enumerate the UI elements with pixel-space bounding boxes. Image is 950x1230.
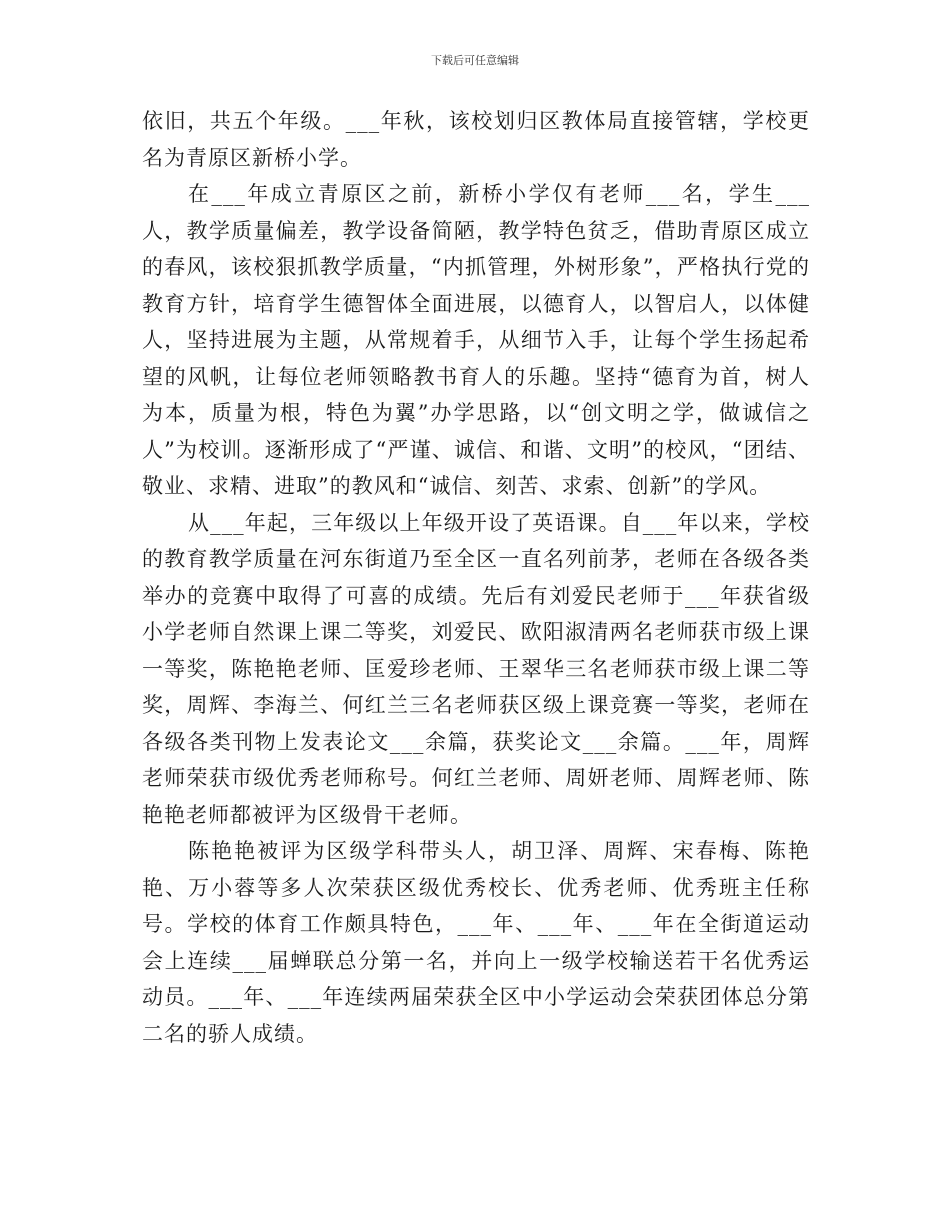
paragraph-4: 陈艳艳被评为区级学科带头人，胡卫泽、周辉、宋春梅、陈艳艳、万小蓉等多人次荣获区级优秀校长、优秀老师、优秀班主任称号。学校的体育工作颇具特色，___年、___年、___年在全街道运动会上连续___届蝉联总分第一名，并向上一级学校输送若干名优秀运动员。___年、___年连续两届荣获全区中小学运动会荣获团体总分第二名的骄人成绩。 (142, 839, 810, 1046)
document-body (142, 103, 810, 1052)
page-header: 下载后可任意编辑 (431, 54, 519, 67)
paragraph-3: 从___年起，三年级以上年级开设了英语课。自___年以来，学校的教育教学质量在河东街道乃至全区一直名列前茅，老师在各级各类举办的竞赛中取得了可喜的成绩。先后有刘爱民老师于___年获省级小学老师自然课上课二等奖，刘爱民、欧阳淑清两名老师获市级上课一等奖，陈艳艳老师、匡爱珍老师、王翠华三名老师获市级上课二等奖，周辉、李海兰、何红兰三名老师获区级上课竞赛一等奖，老师在各级各类刊物上发表论文___余篇，获奖论文___余篇。___年，周辉老师荣获市级优秀老师称号。何红兰老师、周妍老师、周辉老师、陈艳艳老师都被评为区级骨干老师。 (142, 510, 810, 827)
paragraph-1: 依旧，共五个年级。___年秋，该校划归区教体局直接管辖，学校更名为青原区新桥小学。 (142, 109, 810, 170)
paragraph-2: 在___年成立青原区之前，新桥小学仅有老师___名，学生___人，教学质量偏差，教学设备简陋，教学特色贫乏，借助青原区成立的春风，该校狠抓教学质量，“内抓管理，外树形象”，严格执行党的教育方针，培育学生德智体全面进展，以德育人，以智启人，以体健人，坚持进展为主题，从常规着手，从细节入手，让每个学生扬起希望的风帆，让每位老师领略教书育人的乐趣。坚持“德育为首，树人为本，质量为根，特色为翼”办学思路，以“创文明之学，做诚信之人”为校训。逐渐形成了“严谨、诚信、和谐、文明”的校风，“团结、敬业、求精、进取”的教风和“诚信、刻苦、求索、创新”的学风。 (142, 182, 810, 498)
